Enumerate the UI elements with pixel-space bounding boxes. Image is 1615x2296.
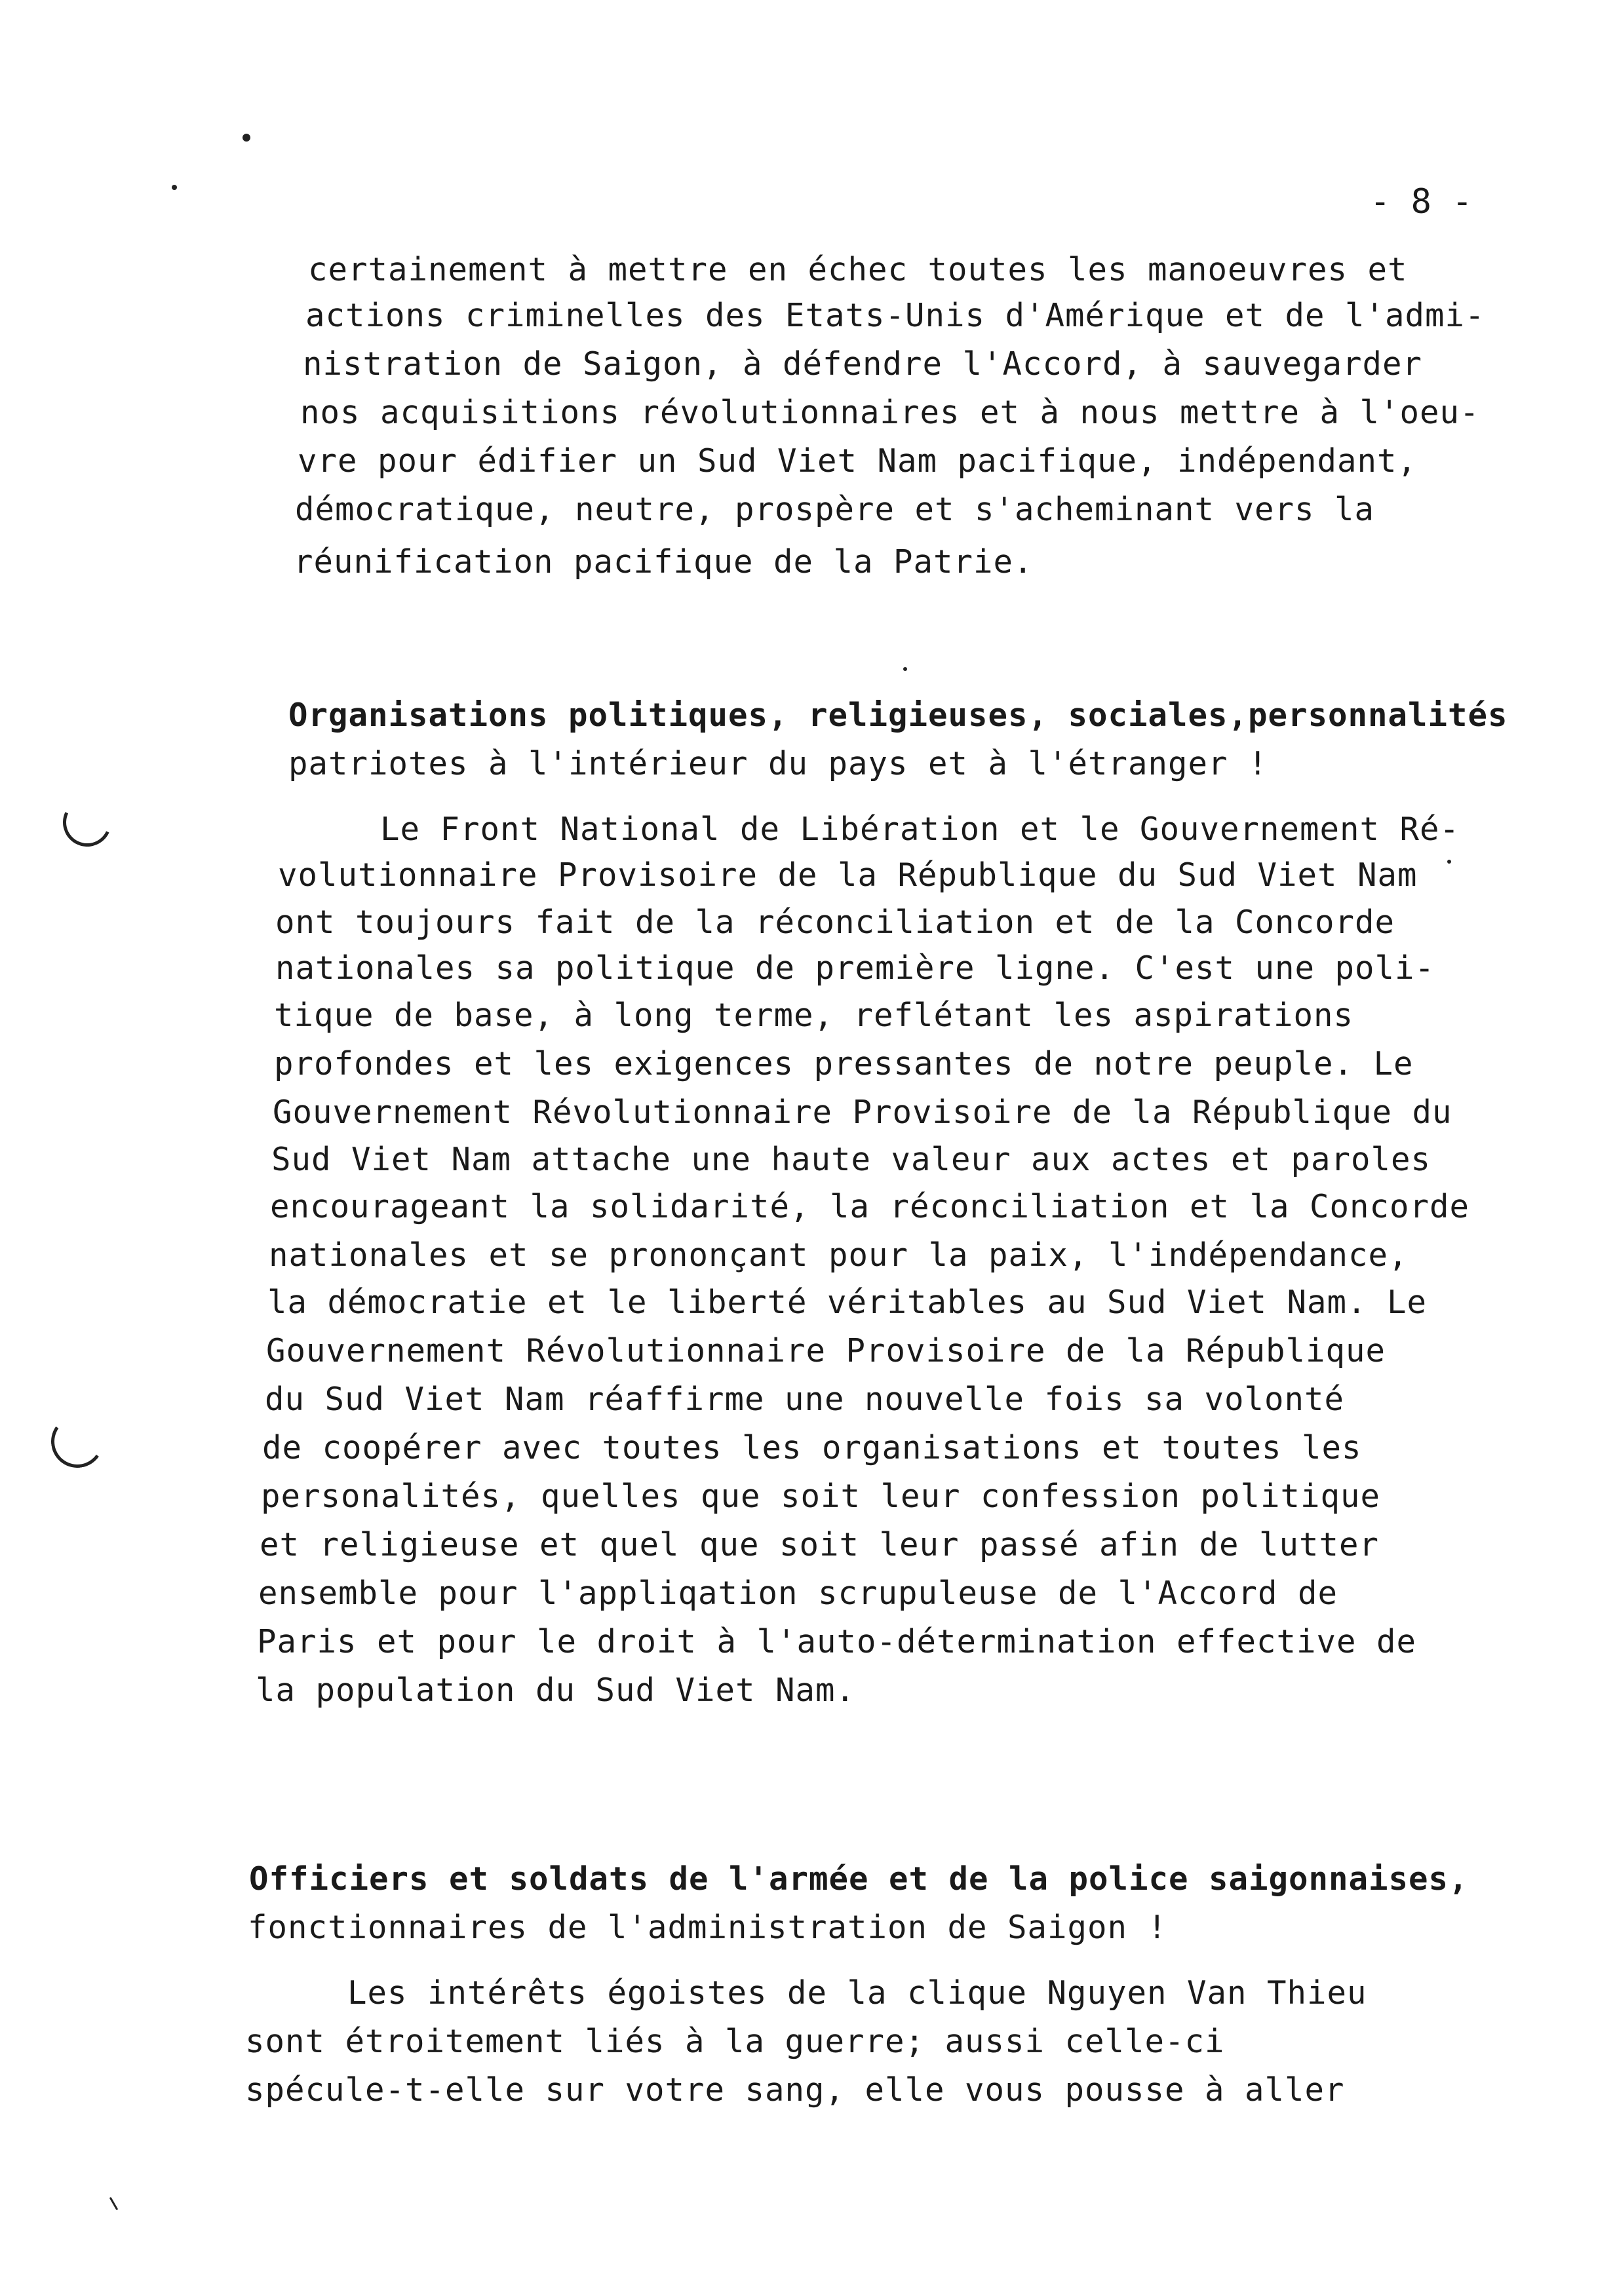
text-line: profondes et les exigences pressantes de notre peuple. Le	[274, 1045, 1414, 1082]
ink-speck	[1447, 860, 1451, 864]
binder-hole-mark	[47, 1411, 108, 1472]
heading-line: Organisations politiques, religieuses, sociales,personnalités	[288, 697, 1508, 734]
heading-line: patriotes à l'intérieur du pays et à l'étranger !	[288, 745, 1268, 782]
heading-line: fonctionnaires de l'administration de Saigon !	[248, 1909, 1168, 1946]
text-line: nationales sa politique de première ligne. C'est une poli-	[275, 949, 1435, 987]
text-line: du Sud Viet Nam réaffirme une nouvelle fois sa volonté	[265, 1381, 1345, 1418]
ink-speck	[243, 134, 250, 142]
ink-speck	[903, 667, 907, 671]
text-line: actions criminelles des Etats-Unis d'Amérique et de l'admi-	[305, 297, 1485, 334]
heading-line: Officiers et soldats de l'armée et de la police saigonnaises,	[249, 1860, 1469, 1898]
text-line: encourageant la solidarité, la réconciliation et la Concorde	[270, 1188, 1470, 1225]
text-line: et religieuse et quel que soit leur passé afin de lutter	[260, 1526, 1380, 1563]
text-line: volutionnaire Provisoire de la République du Sud Viet Nam	[278, 856, 1418, 894]
text-line: sont étroitement liés à la guerre; aussi celle-ci	[245, 2023, 1225, 2060]
text-line: vre pour édifier un Sud Viet Nam pacifique, indépendant,	[298, 442, 1418, 480]
text-line: tique de base, à long terme, reflétant les aspirations	[274, 997, 1354, 1034]
text-line: Le Front National de Libération et le Gouvernement Ré-	[380, 811, 1460, 848]
text-line: nistration de Saigon, à défendre l'Accord, à sauvegarder	[303, 345, 1423, 383]
text-line: ont toujours fait de la réconciliation et de la Concorde	[275, 904, 1395, 941]
page-number: - 8 -	[1370, 182, 1473, 221]
text-line: Les intérêts égoistes de la clique Nguyen Van Thieu	[347, 1974, 1367, 2012]
text-line: Sud Viet Nam attache une haute valeur aux actes et paroles	[271, 1141, 1431, 1178]
text-line: ensemble pour l'appliqation scrupuleuse de l'Accord de	[258, 1575, 1338, 1612]
text-line: Paris et pour le droit à l'auto-détermination effective de	[257, 1623, 1417, 1660]
text-line: la démocratie et le liberté véritables au Sud Viet Nam. Le	[267, 1284, 1428, 1321]
binder-hole-mark	[56, 792, 119, 854]
text-line: réunification pacifique de la Patrie.	[294, 543, 1034, 581]
text-line: Gouvernement Révolutionnaire Provisoire de la République	[266, 1332, 1386, 1369]
text-line: nos acquisitions révolutionnaires et à nous mettre à l'oeu-	[300, 394, 1480, 431]
text-line: certainement à mettre en échec toutes les manoeuvres et	[308, 251, 1408, 288]
text-line: de coopérer avec toutes les organisations et toutes les	[262, 1429, 1362, 1466]
ink-speck	[172, 185, 177, 190]
text-line: la population du Sud Viet Nam.	[256, 1672, 856, 1709]
ink-speck	[109, 2197, 119, 2211]
text-line: spécule-t-elle sur votre sang, elle vous pousse à aller	[245, 2071, 1345, 2109]
text-line: démocratique, neutre, prospère et s'acheminant vers la	[295, 491, 1375, 528]
text-line: Gouvernement Révolutionnaire Provisoire de la République du	[273, 1094, 1452, 1131]
text-line: nationales et se prononçant pour la paix, l'indépendance,	[269, 1236, 1409, 1274]
text-line: personalités, quelles que soit leur confession politique	[261, 1478, 1381, 1515]
